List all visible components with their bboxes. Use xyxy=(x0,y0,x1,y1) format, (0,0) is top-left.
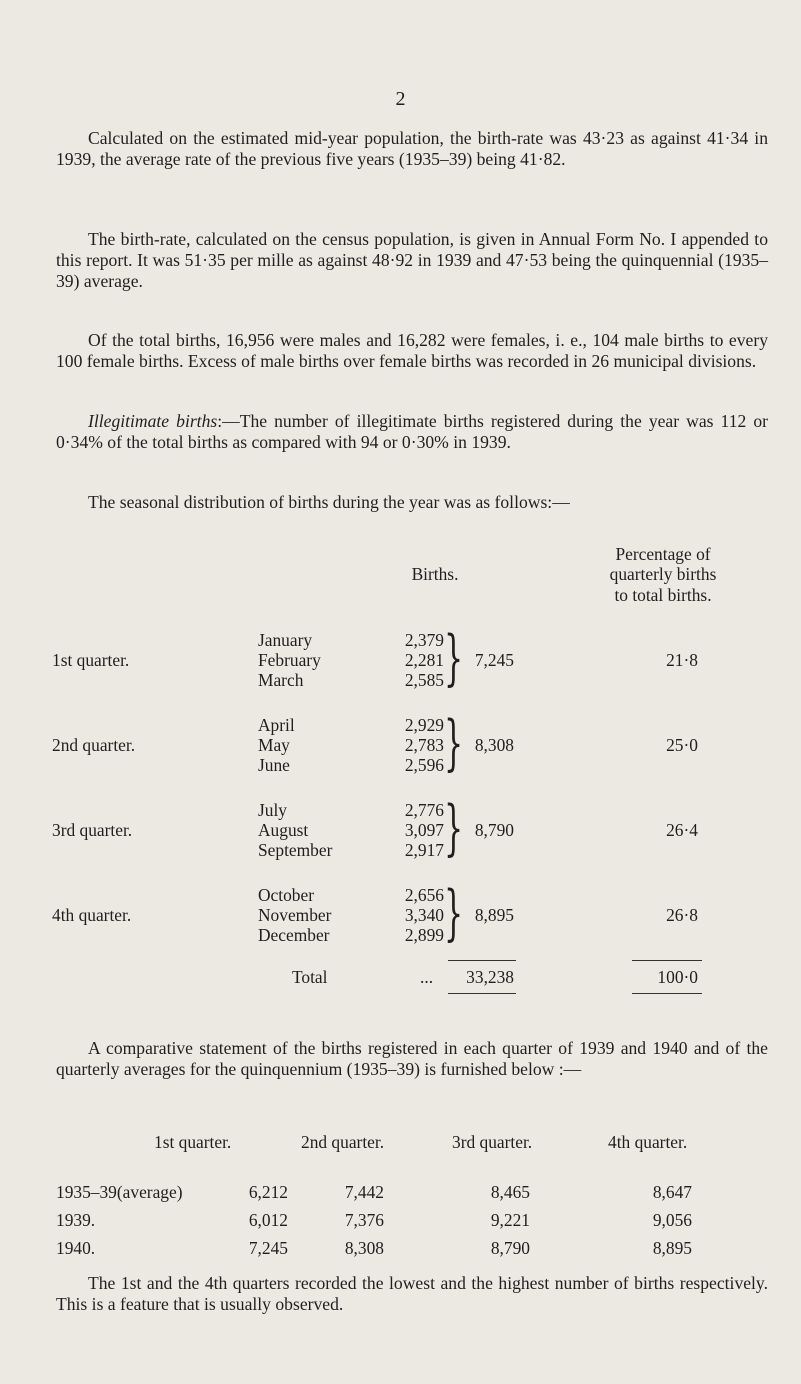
month-name: November xyxy=(258,905,332,925)
quarter-label: 2nd quarter. xyxy=(52,735,136,755)
month-count: 2,585 xyxy=(404,670,444,690)
quarter-percent: 21·8 xyxy=(666,650,698,670)
quarter-percent: 26·8 xyxy=(666,905,698,925)
month-count: 2,929 xyxy=(404,715,444,735)
brace-glyph: } xyxy=(444,708,464,778)
grand-total: 33,238 xyxy=(466,967,514,987)
row-value-q4: 8,895 xyxy=(652,1238,692,1258)
total-rule-bottom xyxy=(448,993,516,994)
paragraph-sex-ratio: Of the total births, 16,956 were males and 16,282 were females, i. e., 104 male births to every 100 female births. Excess of male births over female births was recorded in 26 municipal divisions. xyxy=(56,330,768,371)
quarter-label: 3rd quarter. xyxy=(52,820,133,840)
month-count: 2,783 xyxy=(404,735,444,755)
row-value-q1: 7,245 xyxy=(248,1238,288,1258)
percent-rule-bottom xyxy=(632,993,702,994)
row-label: 1939. xyxy=(56,1210,96,1230)
month-name: March xyxy=(258,670,304,690)
row-value-q2: 8,308 xyxy=(344,1238,384,1258)
month-name: February xyxy=(258,650,321,670)
month-name: July xyxy=(258,800,287,820)
quarter-percent: 25·0 xyxy=(666,735,698,755)
page-number: 2 xyxy=(395,88,406,110)
row-label: 1940. xyxy=(56,1238,96,1258)
quarter-total: 7,245 xyxy=(474,650,514,670)
month-name: January xyxy=(258,630,313,650)
month-count: 2,899 xyxy=(404,925,444,945)
total-rule-top xyxy=(448,960,516,961)
comparison-header-q3: 3rd quarter. xyxy=(452,1132,533,1152)
quarter-percent: 26·4 xyxy=(666,820,698,840)
quarter-total: 8,308 xyxy=(474,735,514,755)
paragraph-illegitimate-births xyxy=(56,411,768,453)
month-name: December xyxy=(258,925,330,945)
paragraph-conclusion: The 1st and the 4th quarters recorded the lowest and the highest number of births respectively. This is a feature that is usually observed. xyxy=(56,1273,768,1314)
row-value-q2: 7,376 xyxy=(344,1210,384,1230)
brace-glyph: } xyxy=(444,623,464,693)
month-count: 2,379 xyxy=(404,630,444,650)
month-name: September xyxy=(258,840,333,860)
brace-glyph: } xyxy=(444,878,464,948)
paragraph-comparative-intro: A comparative statement of the births registered in each quarter of 1939 and 1940 and of the quarterly averages for the quinquennium (1935–39) is furnished below :— xyxy=(56,1038,768,1079)
births-column-header: Births. xyxy=(411,564,459,584)
total-label: Total xyxy=(292,967,328,987)
quarter-total: 8,790 xyxy=(474,820,514,840)
month-name: June xyxy=(258,755,290,775)
month-count: 2,596 xyxy=(404,755,444,775)
row-value-q1: 6,012 xyxy=(248,1210,288,1230)
paragraph-birth-rate-census: The birth-rate, calculated on the census population, is given in Annual Form No. I appended to this report. It was 51·35 per mille as against 48·92 in 1939 and 47·53 being the quinquennial (1935–39) average. xyxy=(56,229,768,291)
quarter-label: 4th quarter. xyxy=(52,905,132,925)
month-count: 2,656 xyxy=(404,885,444,905)
comparison-header-q1: 1st quarter. xyxy=(154,1132,232,1152)
row-value-q3: 9,221 xyxy=(490,1210,530,1230)
comparison-header-q2: 2nd quarter. xyxy=(301,1132,385,1152)
percent-rule-top xyxy=(632,960,702,961)
percentage-header-line2: quarterly births xyxy=(609,564,717,584)
row-value-q1: 6,212 xyxy=(248,1182,288,1202)
month-count: 2,776 xyxy=(404,800,444,820)
row-value-q3: 8,465 xyxy=(490,1182,530,1202)
month-count: 3,097 xyxy=(404,820,444,840)
percentage-header-line1: Percentage of xyxy=(615,544,711,564)
illegitimate-births-text: :—The number of illegitimate births registered during the year was 112 or 0·34% of the total births as compared with 94 or 0·30% in 1939. xyxy=(56,411,768,452)
quarter-total: 8,895 xyxy=(474,905,514,925)
month-count: 3,340 xyxy=(404,905,444,925)
month-count: 2,917 xyxy=(404,840,444,860)
paragraph-seasonal-intro: The seasonal distribution of births during the year was as follows:— xyxy=(88,492,570,512)
month-name: October xyxy=(258,885,315,905)
row-value-q2: 7,442 xyxy=(344,1182,384,1202)
quarter-label: 1st quarter. xyxy=(52,650,130,670)
row-value-q4: 8,647 xyxy=(652,1182,692,1202)
row-label: 1935–39(average) xyxy=(56,1182,183,1202)
paragraph-birth-rate-midyear: Calculated on the estimated mid-year population, the birth-rate was 43·23 as against 41·34 in 1939, the average rate of the previous five years (1935–39) being 41·82. xyxy=(56,128,768,169)
month-name: August xyxy=(258,820,309,840)
brace-glyph: } xyxy=(444,793,464,863)
percentage-header-line3: to total births. xyxy=(614,585,712,605)
comparison-header-q4: 4th quarter. xyxy=(608,1132,688,1152)
row-value-q3: 8,790 xyxy=(490,1238,530,1258)
illegitimate-births-heading: Illegitimate births xyxy=(88,411,218,431)
total-percent: 100·0 xyxy=(657,967,698,987)
month-name: April xyxy=(258,715,295,735)
month-name: May xyxy=(258,735,290,755)
row-value-q4: 9,056 xyxy=(652,1210,692,1230)
total-leader-dots: ... xyxy=(420,967,434,987)
month-count: 2,281 xyxy=(404,650,444,670)
